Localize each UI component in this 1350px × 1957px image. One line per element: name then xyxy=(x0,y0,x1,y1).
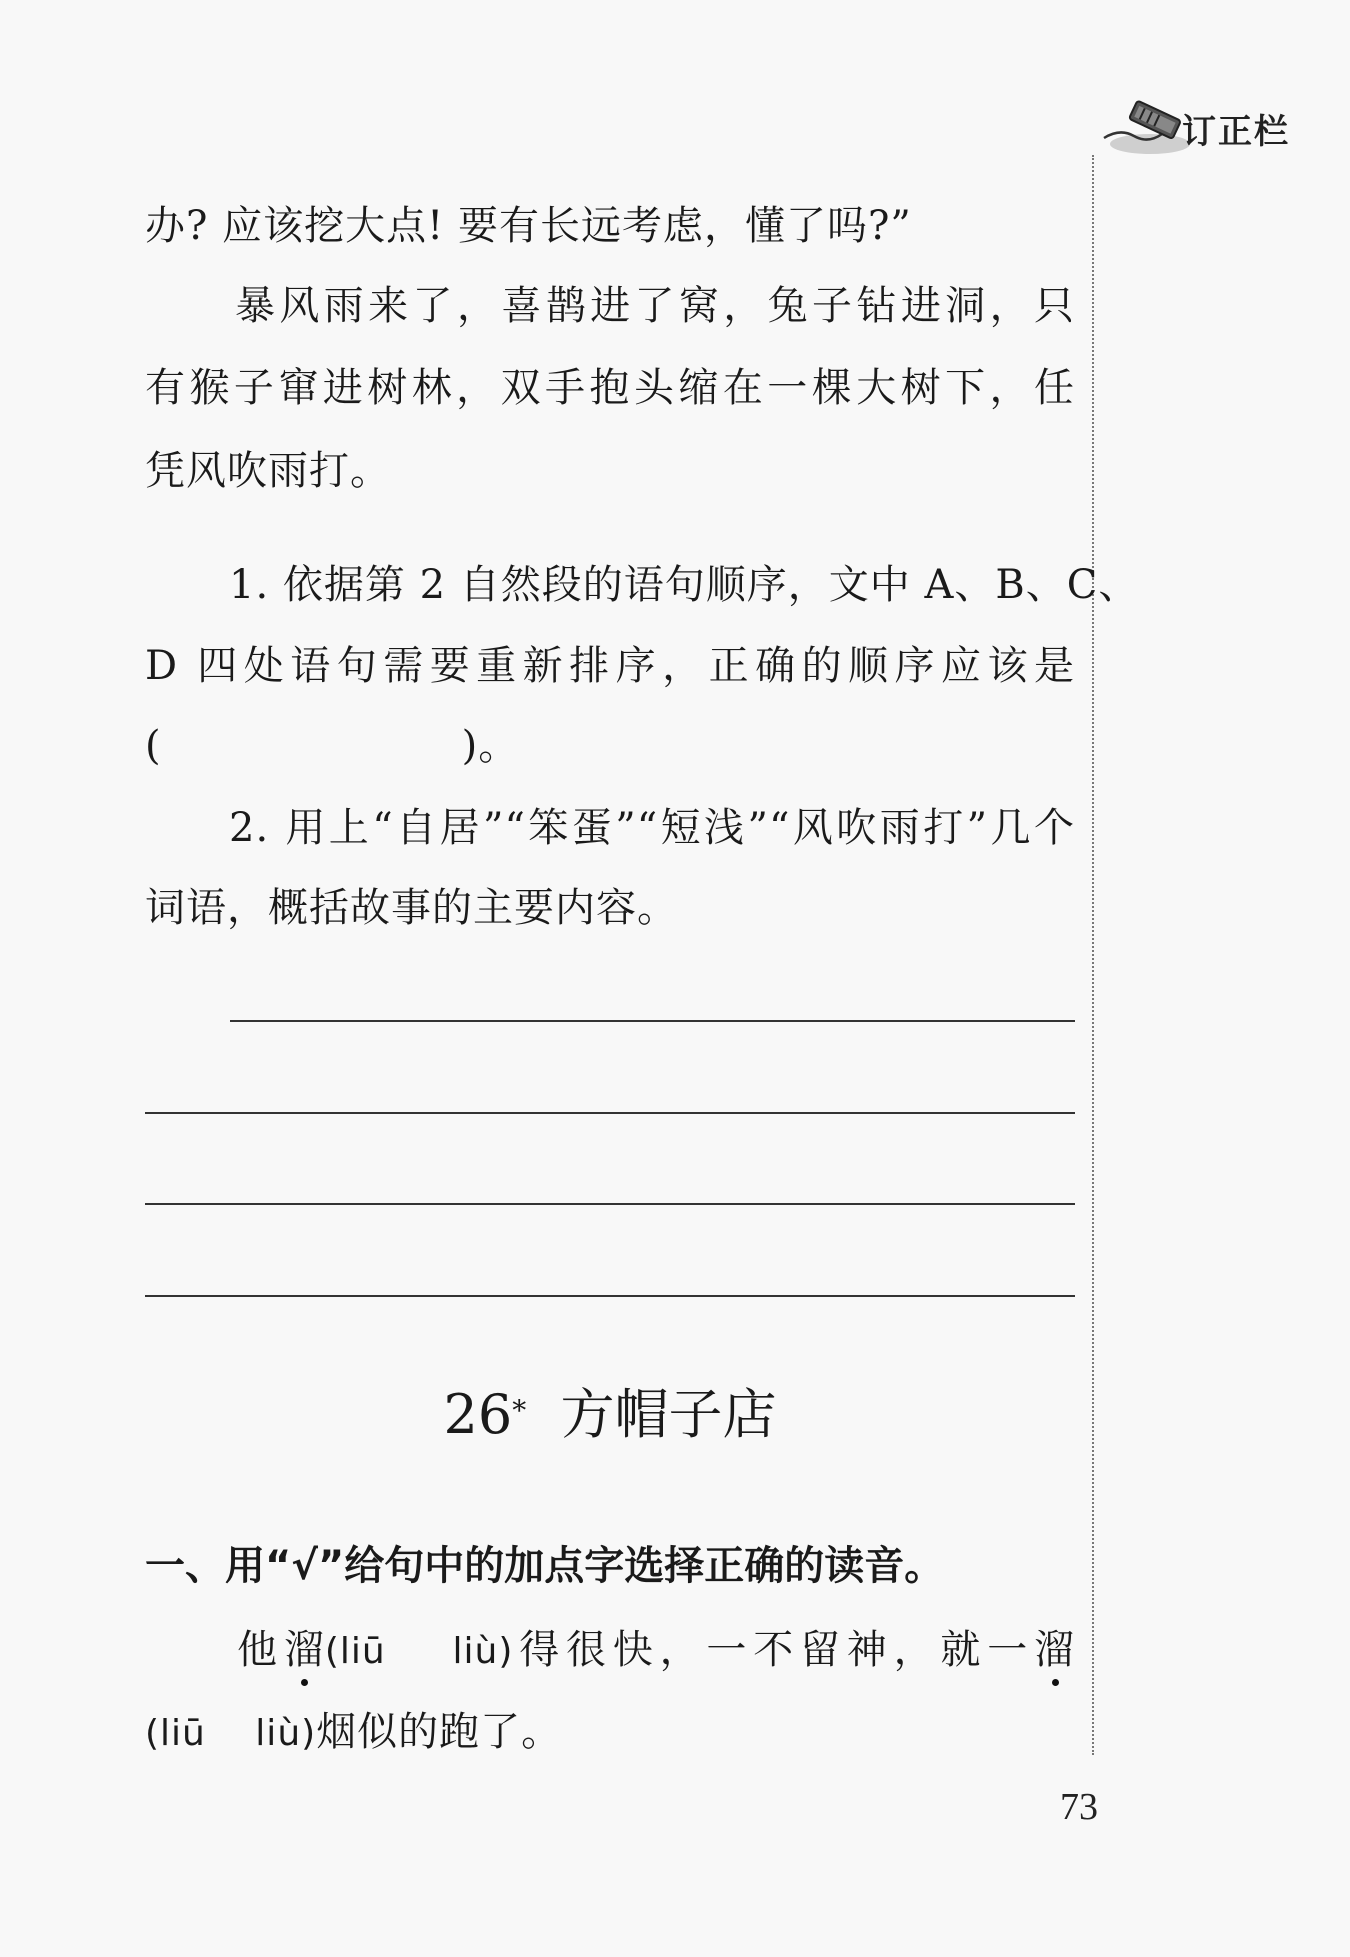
sentence-text: 他 xyxy=(237,1627,284,1673)
section-1-sentence-line-1 xyxy=(237,1622,1075,1680)
lesson-title xyxy=(145,1380,1075,1450)
question-2-line-1: 2. 用上“自居”“笨蛋”“短浅”“风吹雨打”几个 xyxy=(229,805,1075,851)
answer-line-3[interactable] xyxy=(145,1203,1075,1205)
passage-line-2: 暴风雨来了，喜鹊进了窝，兔子钻进洞，只 xyxy=(235,283,1075,329)
pinyin-options-2[interactable]: (liū liù) xyxy=(145,1713,317,1754)
question-1-line-1: 1. 依据第 2 自然段的语句顺序，文中 A、B、C、 xyxy=(229,562,1140,608)
question-1-answer-blank[interactable] xyxy=(145,718,1075,774)
question-2-line-2: 词语，概括故事的主要内容。 xyxy=(145,885,678,931)
margin-divider xyxy=(1092,155,1094,1755)
answer-line-2[interactable] xyxy=(145,1112,1075,1114)
answer-line-4[interactable] xyxy=(145,1295,1075,1297)
pencil-icon xyxy=(1100,92,1190,162)
pinyin-options-1[interactable]: (liū liù) xyxy=(324,1631,514,1672)
lesson-name: 方帽子店 xyxy=(560,1383,777,1446)
passage-line-1: 办? 应该挖大点! 要有长远考虑，懂了吗?” xyxy=(145,203,912,249)
correction-column-header xyxy=(1100,92,1330,162)
dotted-character: 溜 xyxy=(284,1622,325,1678)
passage-line-4: 凭风吹雨打。 xyxy=(145,448,391,494)
answer-line-1[interactable] xyxy=(230,1020,1075,1022)
lesson-number: 26 xyxy=(443,1383,513,1446)
dotted-character: 溜 xyxy=(1034,1622,1075,1678)
blank-close-paren: )。 xyxy=(461,723,520,769)
sentence-text: 烟似的跑了。 xyxy=(316,1709,563,1755)
correction-column-title: 订正栏 xyxy=(1182,112,1290,152)
passage-line-3: 有猴子窜进树林，双手抱头缩在一棵大树下，任 xyxy=(145,365,1075,411)
question-1-line-2: D 四处语句需要重新排序，正确的顺序应该是 xyxy=(145,643,1075,689)
lesson-mark: * xyxy=(512,1394,527,1427)
sentence-text: 得很快，一不留神，就一 xyxy=(513,1627,1034,1673)
blank-open-paren: ( xyxy=(145,723,162,769)
page-number: 73 xyxy=(1060,1786,1098,1828)
section-1-sentence-line-2 xyxy=(145,1704,1075,1762)
section-1-heading: 一、用“√”给句中的加点字选择正确的读音。 xyxy=(145,1543,945,1589)
